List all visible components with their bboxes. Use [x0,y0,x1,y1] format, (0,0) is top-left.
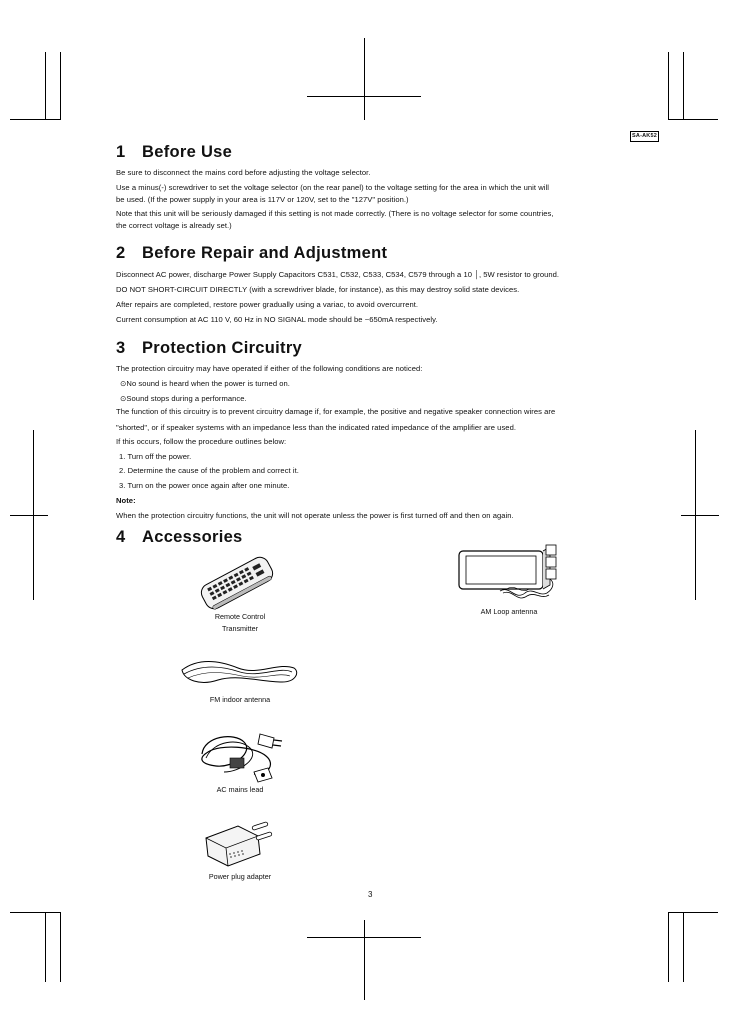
crop-mark-top-right-v2 [683,52,684,120]
power-plug-adapter-illustration [200,816,278,870]
s3-step-2: 2. Determine the cause of the problem and correct it. [119,466,299,475]
s3-bullet-1: ⊙No sound is heard when the power is turned on. [120,379,290,388]
s1-line-2: Use a minus(-) screwdriver to set the voltage selector (on the rear panel) to the voltage setting for the area in which the unit will [116,183,549,192]
remote-caption-line-2: Transmitter [221,624,259,633]
s3-step-3: 3. Turn on the power once again after one minute. [119,481,290,490]
crop-mark-bottom-left-h [10,912,60,913]
section-3-title: Protection Circuitry [142,339,303,357]
crop-mark-top-center-h [307,96,421,97]
ac-mains-lead-illustration [194,728,286,784]
crop-mark-top-right-v1 [668,52,669,120]
ac-mains-lead-caption: AC mains lead [216,785,264,794]
s2-line-4: Current consumption at AC 110 V, 60 Hz in NO SIGNAL mode should be ~650mA respectively. [116,315,438,324]
s3-bullet-2: ⊙Sound stops during a performance. [120,394,247,403]
crop-mark-bottom-right-h [668,912,718,913]
crop-mark-bottom-right-v1 [668,912,669,982]
s1-line-5: the correct voltage is already set.) [116,221,232,230]
s2-line-3: After repairs are completed, restore power gradually using a variac, to avoid overcurrent. [116,300,419,309]
crop-mark-top-left-v1 [45,52,46,120]
s3-line-4: The function of this circuitry is to prevent circuitry damage if, for example, the positive and negative speaker connection wires are [116,407,556,416]
section-4-title: Accessories [142,528,243,546]
crop-mark-top-right-h [668,119,718,120]
section-1-title: Before Use [142,143,233,161]
am-loop-antenna-caption: AM Loop antenna [480,607,538,616]
s1-line-3: be used. (If the power supply in your area is 117V or 120V, set to the "127V" position.) [116,195,409,204]
s2-line-1: Disconnect AC power, discharge Power Supply Capacitors C531, C532, C533, C534, C579 through a 10 │, 5W resistor to ground. [116,270,560,279]
remote-control-illustration [196,556,278,610]
section-4-number: 4 [116,528,126,546]
section-1-heading [116,143,232,162]
s3-note-text: When the protection circuitry functions, the unit will not operate unless the power is first turned off and then on again. [116,511,514,520]
remote-control-caption [190,611,290,635]
s3-line-1: The protection circuitry may have operated if either of the following conditions are noticed: [116,364,423,373]
power-plug-adapter-caption: Power plug adapter [208,872,272,881]
s3-note-label: Note: [116,496,136,505]
crop-mark-mid-right-h [681,515,719,516]
crop-mark-top-center-v [364,38,365,120]
crop-mark-bottom-right-v2 [683,912,684,982]
section-2-title: Before Repair and Adjustment [142,244,388,262]
page-number: 3 [368,890,373,899]
s3-line-5: "shorted", or if speaker systems with an impedance less than the indicated rated impedance of the amplifier are used. [116,423,516,432]
section-2-heading [116,244,387,263]
section-4-heading [116,528,243,547]
remote-caption-line-1: Remote Control [214,612,266,621]
s1-line-4: Note that this unit will be seriously damaged if this setting is not made correctly. (There is no voltage selector for some countries, [116,209,554,218]
s2-line-2: DO NOT SHORT-CIRCUIT DIRECTLY (with a screwdriver blade, for instance), as this may destroy solid state devices. [116,285,520,294]
crop-mark-bottom-left-v1 [45,912,46,982]
am-loop-antenna-illustration [455,543,565,605]
section-2-number: 2 [116,244,126,262]
crop-mark-top-left-v2 [60,52,61,120]
crop-mark-bottom-center-v [364,920,365,1000]
section-3-number: 3 [116,339,126,357]
s1-line-1: Be sure to disconnect the mains cord before adjusting the voltage selector. [116,168,371,177]
crop-mark-bottom-left-v2 [60,912,61,982]
model-code-box: SA-AK52 [630,131,659,142]
fm-antenna-illustration [178,656,300,690]
fm-antenna-caption: FM indoor antenna [209,695,271,704]
section-3-heading [116,339,302,358]
crop-mark-top-left-h [10,119,60,120]
section-1-number: 1 [116,143,126,161]
s3-line-6: If this occurs, follow the procedure outlines below: [116,437,287,446]
crop-mark-mid-left-h [10,515,48,516]
crop-mark-bottom-center-h [307,937,421,938]
s3-step-1: 1. Turn off the power. [119,452,192,461]
